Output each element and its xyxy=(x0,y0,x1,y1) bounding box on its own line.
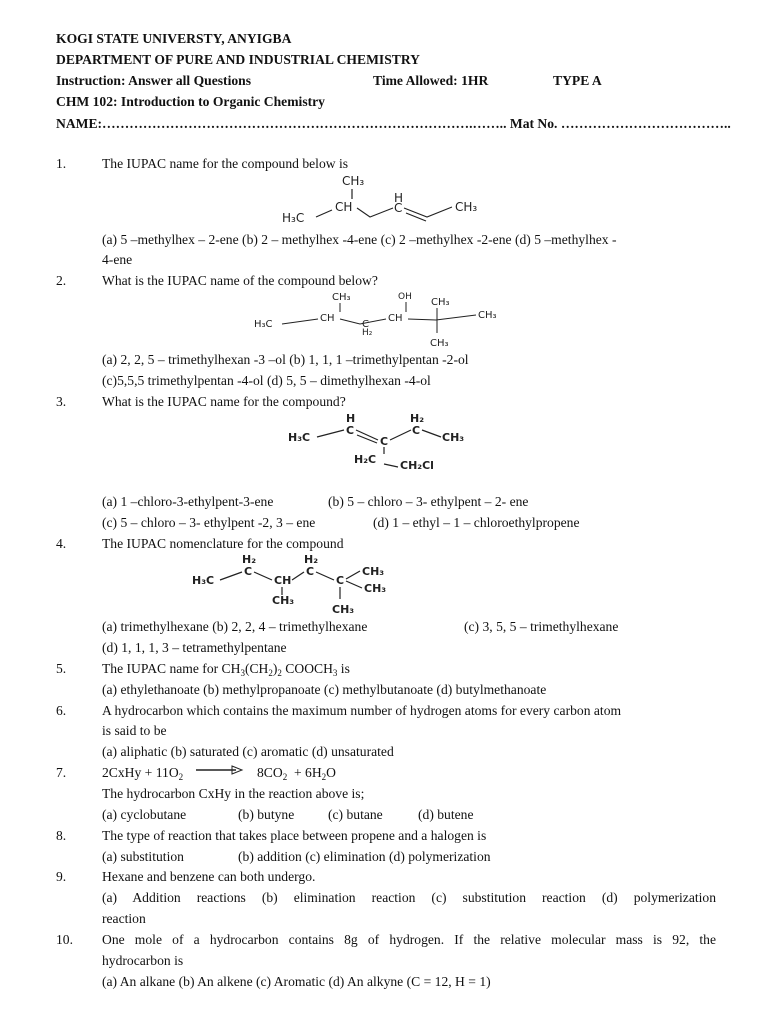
question-text: What is the IUPAC name for the compound? xyxy=(102,394,346,409)
question-number: 3. xyxy=(56,394,67,409)
atom-label: CH₃ xyxy=(431,297,450,308)
atom-label: C xyxy=(244,565,253,578)
atom-label: CH₃ xyxy=(362,565,385,578)
atom-label: C xyxy=(380,435,389,448)
atom-label: H₂ xyxy=(410,412,425,425)
option-c: (c) butane xyxy=(328,807,383,822)
atom-label: CH₃ xyxy=(272,594,295,607)
options-line: (a) Addition reactions (b) elimination reaction (c) substitution reaction (d) polymerization xyxy=(102,890,716,905)
question-number: 2. xyxy=(56,273,67,288)
options-line: (a) 2, 2, 5 – trimethylhexan -3 –ol (b) 1, 1, 1 –trimethylpentan -2-ol xyxy=(102,352,469,367)
question-number: 5. xyxy=(56,661,67,676)
options-line: (a) ethylethanoate (b) methylpropanoate (c) methylbutanoate (d) butylmethanoate xyxy=(102,682,547,697)
atom-label: CH₃ xyxy=(332,603,355,616)
atom-label: CH xyxy=(274,574,292,587)
atom-label: H₃C xyxy=(254,319,273,330)
question-text: What is the IUPAC name of the compound below? xyxy=(102,273,378,288)
atom-label: CH₃ xyxy=(430,338,449,347)
atom-label: H xyxy=(346,412,356,425)
options-line: (c) 5 – chloro – 3- ethylpent -2, 3 – ene xyxy=(102,515,316,530)
question-text: Hexane and benzene can both undergo. xyxy=(102,869,316,884)
course-title: CHM 102: Introduction to Organic Chemistry xyxy=(56,94,325,109)
options-line: (b) addition (c) elimination (d) polymerization xyxy=(238,849,491,864)
atom-label: H₃C xyxy=(192,574,215,587)
options-line: (a) 5 –methylhex – 2-ene (b) 2 – methylhex -4-ene (c) 2 –methylhex -2-ene (d) 5 –methylhex - xyxy=(102,232,617,247)
atom-label: CH₃ xyxy=(478,310,497,321)
atom-label: CH₃ xyxy=(442,431,465,444)
structure-q1 xyxy=(280,170,500,232)
options-line: (a) aliphatic (b) saturated (c) aromatic (d) unsaturated xyxy=(102,744,394,759)
department-name: DEPARTMENT OF PURE AND INDUSTRIAL CHEMISTRY xyxy=(56,52,420,67)
options-line: (a) 1 –chloro-3-ethylpent-3-ene xyxy=(102,494,274,509)
question-number: 7. xyxy=(56,765,67,780)
options-line: (d) 1, 1, 1, 3 – tetramethylpentane xyxy=(102,640,287,655)
reaction-equation-left: 2CxHy + $11O_2$ xyxy=(102,765,184,782)
name-matno-line: NAME:……………………………………………………………………….…….. Mat No. ……………………………….. xyxy=(56,116,731,131)
atom-label: C xyxy=(336,574,345,587)
question-text: hydrocarbon is xyxy=(102,953,184,968)
option-d: (d) butene xyxy=(418,807,474,822)
question-text: One mole of a hydrocarbon contains 8g of hydrogen. If the relative molecular mass is 92, the xyxy=(102,932,716,947)
question-number: 4. xyxy=(56,536,67,551)
structure-q4 xyxy=(190,551,410,617)
atom-label: C xyxy=(394,201,403,215)
atom-label: C xyxy=(412,424,421,437)
option-a: (a) substitution xyxy=(102,849,184,864)
instruction: Instruction: Answer all Questions xyxy=(56,73,251,88)
atom-label: OH xyxy=(398,292,412,302)
atom-label: H₃C xyxy=(288,431,311,444)
question-text: The type of reaction that takes place between propene and a halogen is xyxy=(102,828,487,843)
options-line: (c) 3, 5, 5 – trimethylhexane xyxy=(464,619,619,634)
options-line: (a) trimethylhexane (b) 2, 2, 4 – trimethylhexane xyxy=(102,619,368,634)
atom-label: CH xyxy=(320,313,335,324)
atom-label: CH₃ xyxy=(455,200,478,214)
reaction-arrow-icon xyxy=(196,764,246,776)
atom-label: C xyxy=(306,565,315,578)
atom-label: CH₂Cl xyxy=(400,459,434,472)
exam-type: TYPE A xyxy=(553,73,602,88)
atom-label: H₂C xyxy=(354,453,377,466)
options-line: 4-ene xyxy=(102,252,133,267)
options-line: reaction xyxy=(102,911,146,926)
atom-label: H₂ xyxy=(242,553,257,566)
option-b: (b) butyne xyxy=(238,807,295,822)
atom-label: H xyxy=(394,191,404,205)
atom-label: H₃C xyxy=(282,211,305,225)
atom-label: CH xyxy=(335,200,353,214)
reaction-equation-right: $8CO_2 + 6H_2O$ xyxy=(257,765,336,782)
atom-label: CH xyxy=(388,313,403,324)
question-text: is said to be xyxy=(102,723,167,738)
atom-label: C xyxy=(362,319,369,330)
question-text: The IUPAC name for $CH_3(CH_2)_2$ $COOCH_3$ is xyxy=(102,661,350,678)
atom-label: CH₃ xyxy=(364,582,387,595)
options-line: (c)5,5,5 trimethylpentan -4-ol (d) 5, 5 – dimethylhexan -4-ol xyxy=(102,373,431,388)
atom-label: H₂ xyxy=(304,553,319,566)
option-a: (a) cyclobutane xyxy=(102,807,187,822)
question-text: The IUPAC name for the compound below is xyxy=(102,156,349,171)
question-number: 8. xyxy=(56,828,67,843)
options-line: (b) 5 – chloro – 3- ethylpent – 2- ene xyxy=(328,494,529,509)
question-number: 10. xyxy=(56,932,73,947)
time-allowed: Time Allowed: 1HR xyxy=(373,73,489,88)
structure-q2 xyxy=(252,287,532,347)
atom-label: C xyxy=(346,424,355,437)
question-number: 1. xyxy=(56,156,67,171)
question-text: The IUPAC nomenclature for the compound xyxy=(102,536,344,551)
question-number: 9. xyxy=(56,869,67,884)
atom-label: CH₃ xyxy=(342,174,365,188)
question-text: The hydrocarbon CxHy in the reaction above is; xyxy=(102,786,365,801)
atom-label: H₂ xyxy=(362,328,373,338)
options-line: (a) An alkane (b) An alkene (c) Aromatic (d) An alkyne (C = 12, H = 1) xyxy=(102,974,491,989)
structure-q3 xyxy=(284,410,484,476)
university-name: KOGI STATE UNIVERSTY, ANYIGBA xyxy=(56,31,292,46)
question-number: 6. xyxy=(56,703,67,718)
atom-label: CH₃ xyxy=(332,292,351,303)
options-line: (d) 1 – ethyl – 1 – chloroethylpropene xyxy=(373,515,580,530)
question-text: A hydrocarbon which contains the maximum number of hydrogen atoms for every carbon atom xyxy=(102,703,622,718)
